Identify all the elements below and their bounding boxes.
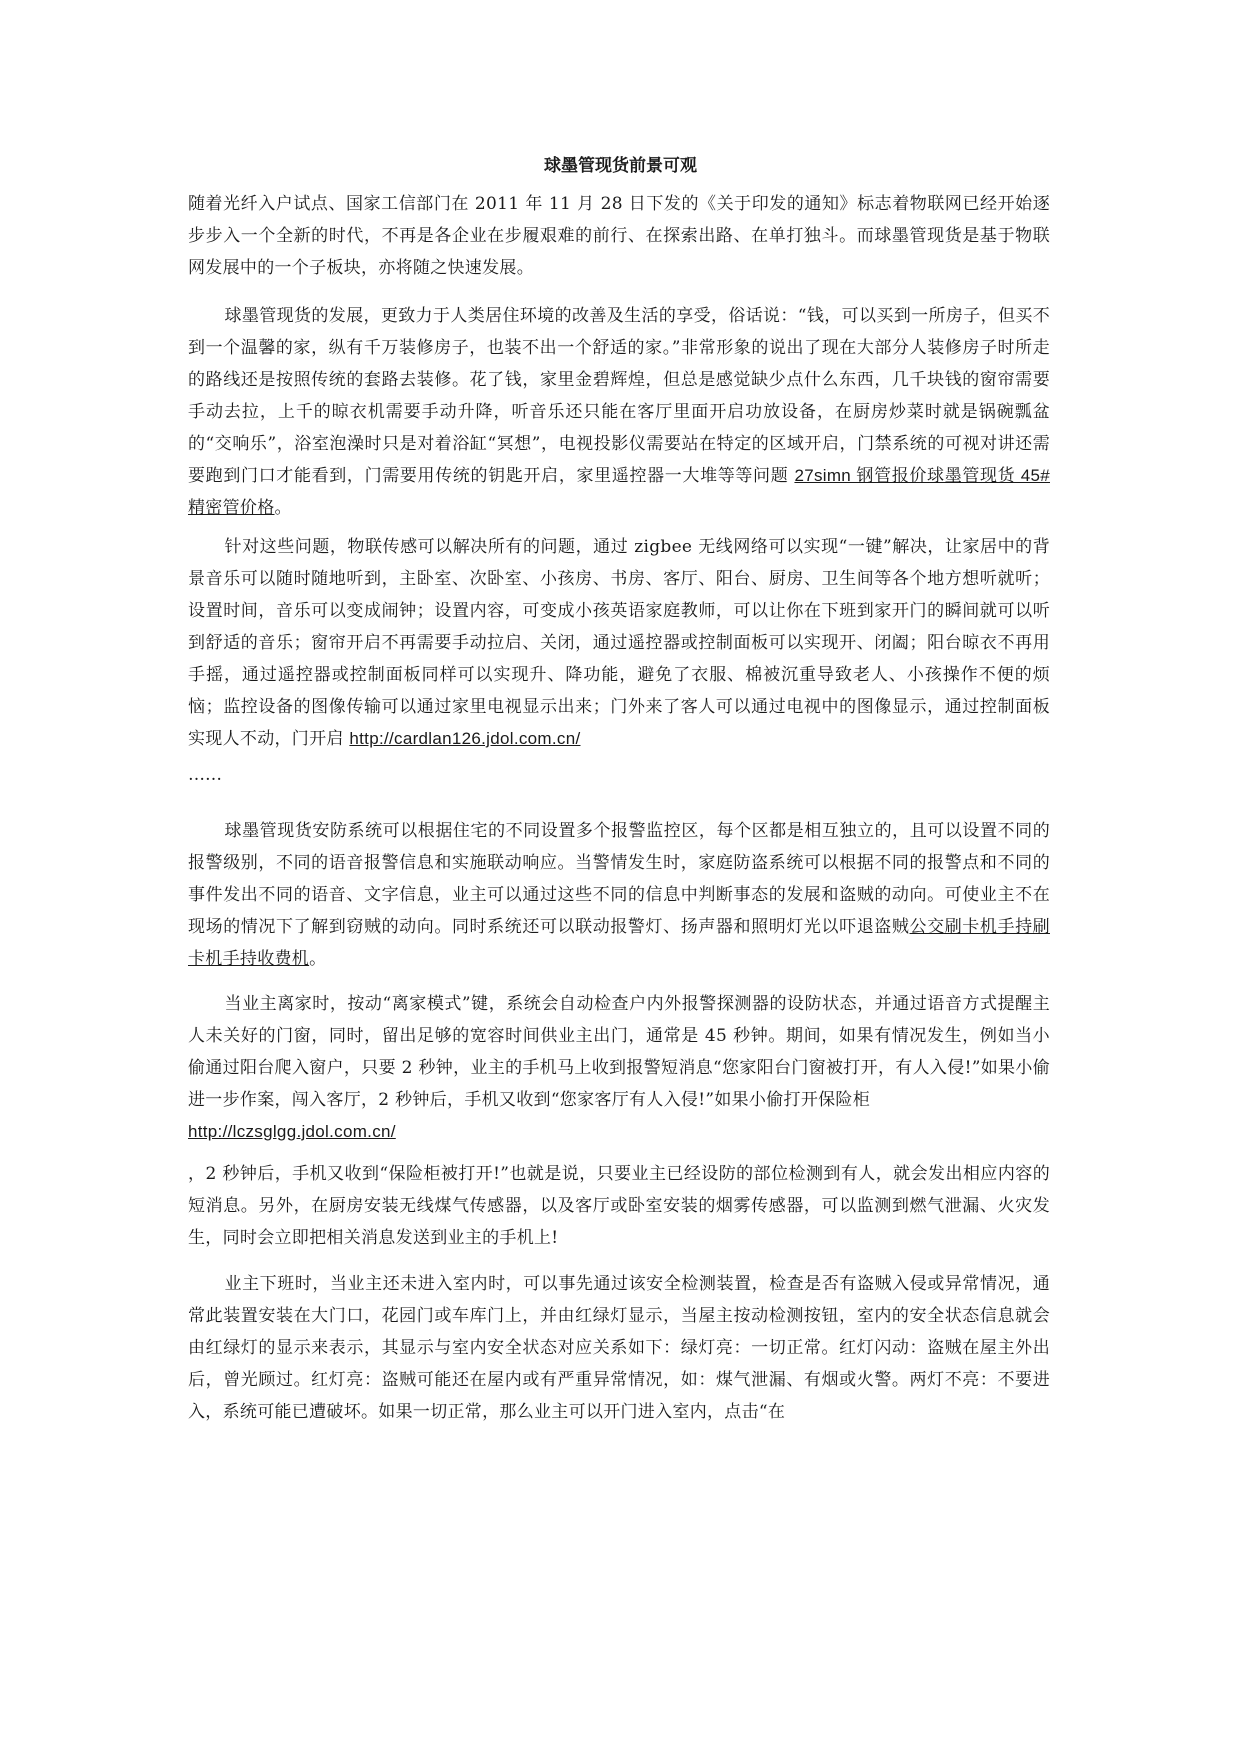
paragraph-security-system-text: 球墨管现货安防系统可以根据住宅的不同设置多个报警监控区，每个区都是相互独立的，且可以设置不同的报警级别，不同的语音报警信息和实施联动响应。当警情发生时，家庭防盗系统可以根据不同的报警点和不同的事件发出不同的语音、文字信息，业主可以通过这些不同的信息中判断事态的发展和盗贼的动向。可使业主不在现场的情况下了解到窃贼的动向。同时系统还可以联动报警灯、扬声器和照明灯光以吓退盗贼 — [188, 821, 1050, 937]
ellipsis: …… — [188, 765, 222, 785]
document-title: 球墨管现货前景可观 — [544, 156, 697, 176]
paragraph-away-mode — [188, 988, 1050, 1148]
paragraph-solutions-text: 针对这些问题，物联传感可以解决所有的问题，通过 zigbee 无线网络可以实现“一键”解决，让家居中的背景音乐可以随时随地听到，主卧室、次卧室、小孩房、书房、客厅、阳台、厨房、卫生间等各个地方想听就听；设置时间，音乐可以变成闹钟；设置内容，可变成小孩英语家庭教师，可以让你在下班到家开门的瞬间就可以听到舒适的音乐；窗帘开启不再需要手动拉启、关闭，通过遥控器或控制面板可以实现开、闭阖；阳台晾衣不再用手摇，通过遥控器或控制面板同样可以实现升、降功能，避免了衣服、棉被沉重导致老人、小孩操作不便的烦恼；监控设备的图像传输可以通过家里电视显示出来；门外来了客人可以通过电视中的图像显示，通过控制面板实现人不动，门开启 — [188, 537, 1050, 749]
paragraph-sms-alert: ，2 秒钟后，手机又收到“保险柜被打开!”也就是说，只要业主已经设防的部位检测到有人，就会发出相应内容的短消息。另外，在厨房安装无线煤气传感器，以及客厅或卧室安装的烟雾传感器，可以监测到燃气泄漏、火灾发生，同时会立即把相关消息发送到业主的手机上! — [188, 1164, 1050, 1248]
paragraph-development — [188, 300, 1050, 524]
steel-pipe-price-link[interactable]: 27simn 钢管报价球墨管现货 45#精密管价格 — [188, 466, 1050, 517]
paragraph-solutions — [188, 531, 1050, 755]
paragraph-away-mode-text: 当业主离家时，按动“离家模式”键，系统会自动检查户内外报警探测器的设防状态，并通过语音方式提醒主人未关好的门窗，同时，留出足够的宽容时间供业主出门，通常是 45 秒钟。期间，如果有情况发生，例如当小偷通过阳台爬入窗户，只要 2 秒钟，业主的手机马上收到报警短消息“您家阳台门窗被打开，有人入侵!”如果小偷进一步作案，闯入客厅，2 秒钟后，手机又收到“您家客厅有人入侵!”如果小偷打开保险柜 — [188, 994, 1050, 1110]
paragraph-intro: 随着光纤入户试点、国家工信部门在 2011 年 11 月 28 日下发的《关于印发的通知》标志着物联网已经开始逐步步入一个全新的时代，不再是各企业在步履艰难的前行、在探索出路、在单打独斗。而球墨管现货是基于物联网发展中的一个子板块，亦将随之快速发展。 — [188, 194, 1050, 278]
paragraph-development-text: 球墨管现货的发展，更致力于人类居住环境的改善及生活的享受，俗话说：“钱，可以买到一所房子，但买不到一个温馨的家，纵有千万装修房子，也装不出一个舒适的家。”非常形象的说出了现在大部分人装修房子时所走的路线还是按照传统的套路去装修。花了钱，家里金碧辉煌，但总是感觉缺少点什么东西，几千块钱的窗帘需要手动去拉，上千的晾衣机需要手动升降，听音乐还只能在客厅里面开启功放设备，在厨房炒菜时就是锅碗瓢盆的“交响乐”，浴室泡澡时只是对着浴缸“冥想”，电视投影仪需要站在特定的区域开启，门禁系统的可视对讲还需要跑到门口才能看到，门需要用传统的钥匙开启，家里遥控器一大堆等等问题 — [188, 306, 1050, 486]
lczsglgg-link[interactable]: http://lczsglgg.jdol.com.cn/ — [188, 1122, 396, 1141]
cardlan-link[interactable]: http://cardlan126.jdol.com.cn/ — [349, 729, 581, 748]
paragraph-return-home: 业主下班时，当业主还未进入室内时，可以事先通过该安全检测装置，检查是否有盗贼入侵或异常情况，通常此装置安装在大门口，花园门或车库门上，并由红绿灯显示，当屋主按动检测按钮，室内的安全状态信息就会由红绿灯的显示来表示，其显示与室内安全状态对应关系如下：绿灯亮：一切正常。红灯闪动：盗贼在屋主外出后，曾光顾过。红灯亮：盗贼可能还在屋内或有严重异常情况，如：煤气泄漏、有烟或火警。两灯不亮：不要进入，系统可能已遭破坏。如果一切正常，那么业主可以开门进入室内，点击“在 — [188, 1274, 1050, 1422]
paragraph-development-end: 。 — [274, 498, 292, 518]
card-machine-link[interactable]: 公交刷卡机手持刷卡机手持收费机 — [188, 917, 1050, 968]
paragraph-security-system — [188, 815, 1050, 975]
paragraph-security-system-end: 。 — [309, 949, 327, 969]
